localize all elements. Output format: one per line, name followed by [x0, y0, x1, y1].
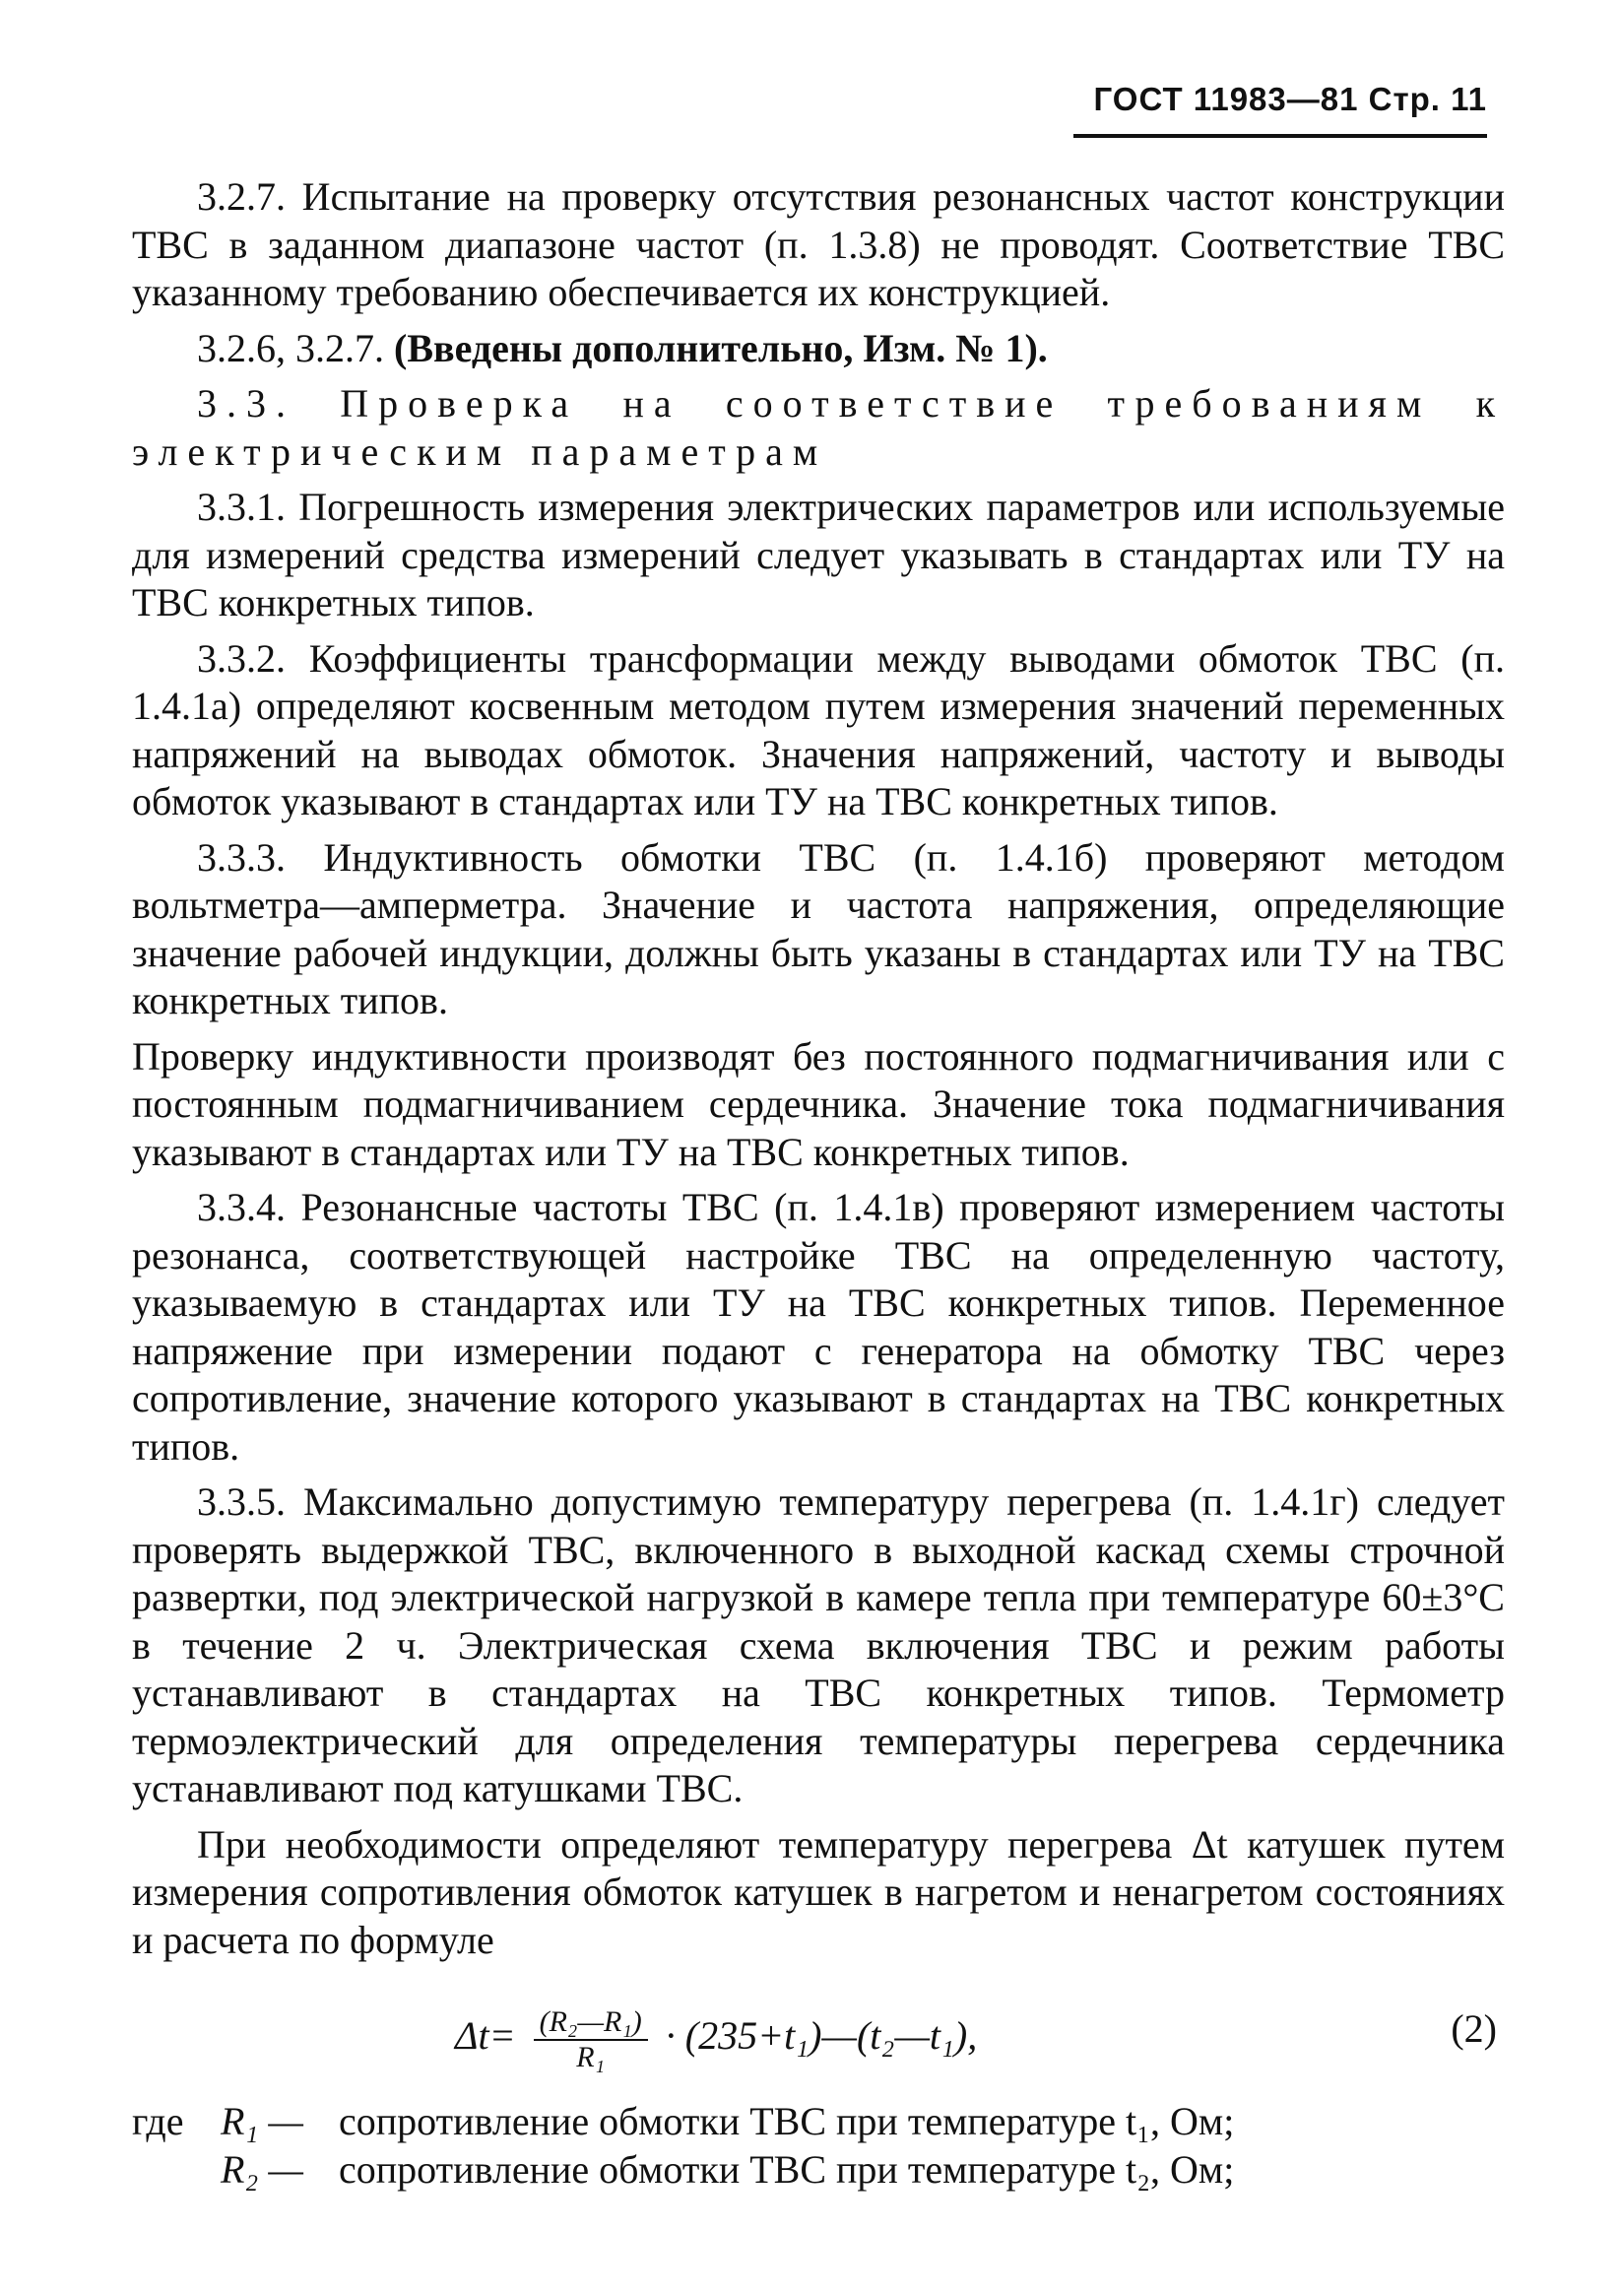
paragraph-3-3-2: 3.3.2. Коэффициенты трансформации между выводами обмоток ТВС (п. 1.4.1а) определяют косвенным методом путем измерения значений переменных напряжений на выводах обмоток. Значения напряжений, частоту и выводы обмоток указывают в стандартах или ТУ на ТВС конкретных типов.: [132, 635, 1505, 823]
definition-r2: [132, 2146, 1505, 2195]
page-header: ГОСТ 11983—81 Стр. 11: [1073, 81, 1487, 138]
amendment-clause-numbers: 3.2.6, 3.2.7.: [197, 325, 394, 370]
paragraph-3-3-4: 3.3.4. Резонансные частоты ТВС (п. 1.4.1в) проверяют измерением частоты резонанса, соответствующей настройке ТВС на определенную частоту, указываемую в стандартах или ТУ на ТВС конкретных типов. Переменное напряжение при измерении подают с генератора на обмотку ТВС через сопротивление, значение которого указывают в стандартах на ТВС конкретных типов.: [132, 1185, 1505, 1469]
formula-rhs: · (235+t₁)—(t₂—t₁),: [665, 2013, 978, 2059]
paragraph-overheat-calculation: При необходимости определяют температуру перегрева Δt катушек путем измерения сопротивления обмоток катушек в нагретом и ненагретом состояниях и расчета по формуле: [132, 1821, 1505, 1962]
definition-symbol: R₁ —: [221, 2099, 303, 2143]
formula-lhs: Δt=: [455, 2013, 516, 2059]
section-heading-3-3: 3.3. Проверка на соответствие требованиям к электрическим параметрам: [132, 381, 1505, 474]
formula-2: [132, 1984, 1505, 2082]
formula-expression: [455, 2005, 977, 2074]
definition-lead: [132, 2146, 221, 2195]
paragraph-3-3-1: 3.3.1. Погрешность измерения электрических параметров или используемые для измерений средства измерений следует указывать в стандартах или ТУ на ТВС конкретных типов.: [132, 485, 1505, 624]
definitions-list: [132, 2098, 1505, 2194]
definition-text: сопротивление обмотки ТВС при температуре t₂, Ом;: [339, 2146, 1235, 2192]
definition-symbol: R₂ —: [221, 2146, 303, 2192]
paragraph-3-2-7: 3.2.7. Испытание на проверку отсутствия резонансных частот конструкции ТВС в заданном диапазоне частот (п. 1.3.8) не проводят. Соответствие ТВС указанному требованию обеспечивается их конструкцией.: [132, 174, 1505, 314]
formula-fraction: [534, 2005, 648, 2074]
definition-lead: где: [132, 2099, 184, 2143]
paragraph-amendment-note: [132, 325, 1505, 373]
document-body: [132, 173, 1505, 2194]
paragraph-3-3-5: 3.3.5. Максимально допустимую температуру перегрева (п. 1.4.1г) следует проверять выдержкой ТВС, включенного в выходной каскад схемы строчной развертки, под электрической нагрузкой в камере тепла при температуре 60±3°С в течение 2 ч. Электрическая схема включения ТВС и режим работы устанавливают в стандартах на ТВС конкретных типов. Термометр термоэлектрический для определения температуры перегрева сердечника устанавливают под катушками ТВС.: [132, 1479, 1505, 1810]
amendment-text: (Введены дополнительно, Изм. № 1).: [394, 325, 1048, 370]
paragraph-inductance-check: Проверку индуктивности производят без постоянного подмагничивания или с постоянным подмагничиванием сердечника. Значение тока подмагничивания указывают в стандартах или ТУ на ТВС конкретных типов.: [132, 1033, 1505, 1174]
formula-denominator: R₁: [576, 2041, 606, 2073]
definition-text: сопротивление обмотки ТВС при температуре t₁, Ом;: [339, 2099, 1235, 2143]
definition-r1: [132, 2098, 1505, 2146]
paragraph-3-3-3: 3.3.3. Индуктивность обмотки ТВС (п. 1.4.1б) проверяют методом вольтметра—амперметра. Значение и частота напряжения, определяющие значение рабочей индукции, должны быть указаны в стандартах или ТУ на ТВС конкретных типов.: [132, 834, 1505, 1022]
formula-numerator: (R₂—R₁): [534, 2005, 648, 2041]
formula-number: (2): [1451, 2006, 1497, 2051]
